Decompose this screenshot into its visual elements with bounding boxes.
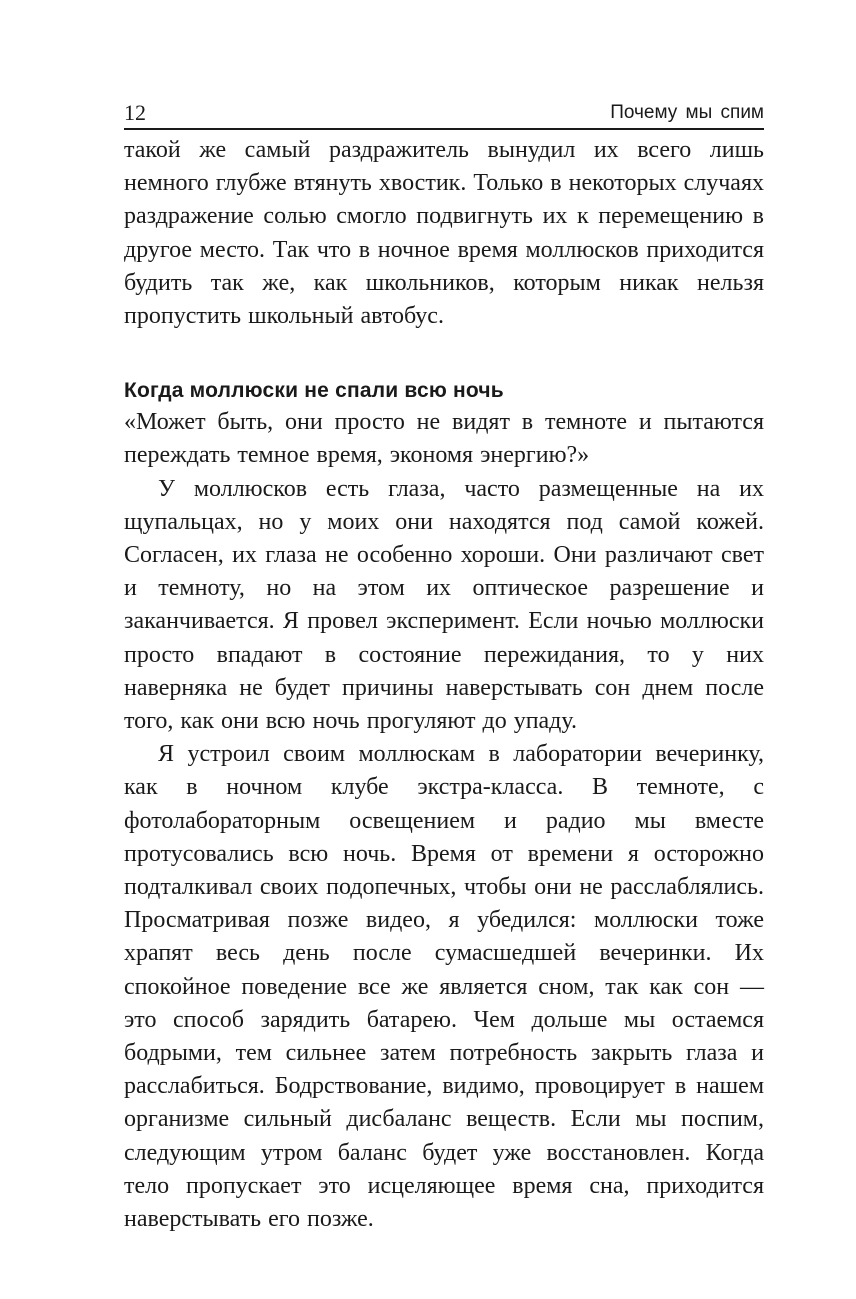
intro-paragraph: такой же самый раздражитель вынудил их всего лишь немного глубже втянуть хвостик. Только в некоторых случаях раздражение солью смогло подвигнуть их к перемещению в другое место. Так что в ночное время моллюсков приходится будить так же, как школьников, которым никак нельзя пропустить школьный автобус. [124, 137, 764, 330]
running-title: Почему мы спим [610, 102, 764, 123]
question-paragraph: «Может быть, они просто не видят в темноте и пытаются переждать темное время, экономя энергию?» [124, 409, 764, 469]
page-number: 12 [124, 100, 146, 125]
paragraph-party: Я устроил своим моллюскам в лаборатории вечеринку, как в ночном клубе экстра-класса. В темноте, с фотолабораторным освещением и радио мы вместе протусовались всю ночь. Время от времени я осторожно подталкивал своих подопечных, чтобы они не расслаблялись. Просматривая позже видео, я убедился: моллюски тоже храпят весь день после сумасшедшей вечеринки. Их спокойное поведение все же является сном, так как сон — это способ зарядить батарею. Чем дольше мы остаемся бодрыми, тем сильнее затем потребность закрыть глаза и расслабиться. Бодрствование, видимо, провоцирует в нашем организме сильный дисбаланс веществ. Если мы поспим, следующим утром баланс будет уже восстановлен. Когда тело пропускает это исцеляющее время сна, приходится наверстывать его позже. [124, 741, 764, 1233]
book-page [124, 96, 764, 1236]
paragraph-eyes: У моллюсков есть глаза, часто размещенные на их щупальцах, но у моих они находятся под самой кожей. Согласен, их глаза не особенно хороши. Они различают свет и темноту, но на этом их оптическое разрешение и заканчивается. Я провел эксперимент. Если ночью моллюски просто впадают в состояние пережидания, то у них наверняка не будет причины наверстывать сон днем после того, как они всю ночь прогуляют до упаду. [124, 475, 764, 735]
body-text [124, 134, 764, 1236]
page-header [124, 96, 764, 130]
section-heading: Когда моллюски не спали всю ночь [124, 379, 504, 403]
